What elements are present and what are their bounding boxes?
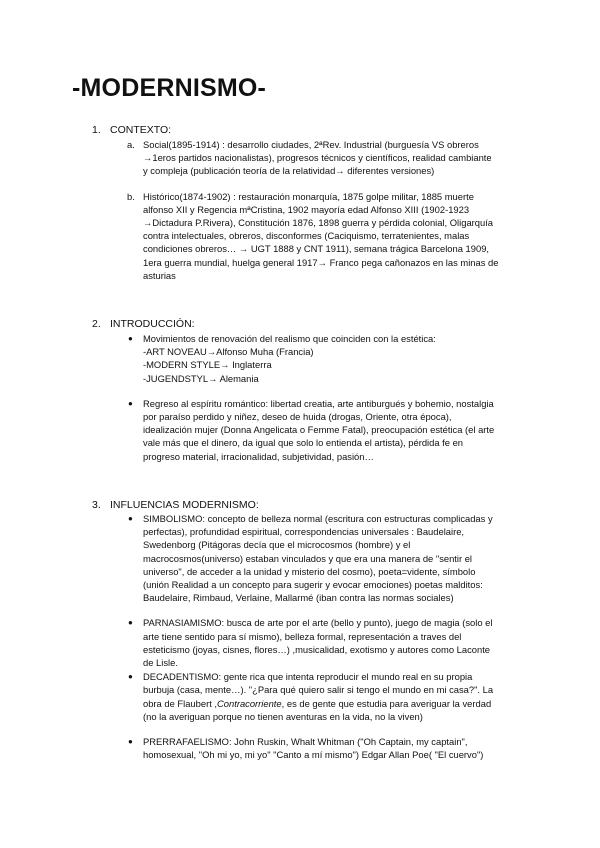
section-introduccion <box>92 318 542 463</box>
book-title: Contracorriente <box>217 697 282 709</box>
section-number: 1. <box>92 124 101 136</box>
bullet-icon: ● <box>128 398 133 408</box>
text-line: Baudelaire, Rimbaud, Verlaine, Mallarmé (iban contra las normas sociales) <box>143 592 454 604</box>
list-item <box>92 332 542 385</box>
list-item <box>92 512 542 604</box>
text-line: (no la averiguan porque no tienen aventuras en la vida, no la viven) <box>143 710 423 722</box>
section-title: CONTEXTO: <box>110 124 172 136</box>
text-line: →1eros partidos nacionalistas), progresos técnicos y científicos, realidad cambiante <box>143 152 492 164</box>
text-line: por paraíso perdido y niñez, deseo de huida (drogas, Oriente, otra época), <box>143 411 452 423</box>
text-line: macrocosmos(universo) estaban vinculados y que era una manera de "sentir el <box>143 552 473 564</box>
text-line: perfectas), profundidad espiritual, correspondencias universales : Baudelaire, <box>143 526 465 538</box>
list-item <box>92 670 542 723</box>
text-line: Regreso al espíritu romántico: libertad creatia, arte antiburgués y bohemio, nostalgia <box>143 397 494 409</box>
text-line: Histórico(1874-1902) : restauración monarquía, 1875 golpe militar, 1885 muerte <box>143 190 474 202</box>
bullet-icon: ● <box>128 618 133 628</box>
text-line: SIMBOLISMO: concepto de belleza normal (escritura con estructuras complicadas y <box>143 513 493 524</box>
list-item <box>92 735 542 761</box>
text-line: (unión Realidad a un concepto para sugerir y evocar emociones) poetas malditos: <box>143 579 483 591</box>
text-line: vale más que el dinero, da igual que solo lo entienda el artista), pérdida fe en <box>143 437 463 449</box>
list-item <box>92 190 542 282</box>
text-line: contra intelectuales, obreros, disconformes (Caciquismo, terratenientes, malas <box>143 230 470 242</box>
text-line: homosexual, "Oh mi yo, mi yo" "Canto a mí mismo") Edgar Allan Poe( "El cuervo") <box>143 749 484 761</box>
text-line: PRERRAFAELISMO: John Ruskin, Whalt Whitman ("Oh Captain, my captain", <box>143 736 468 748</box>
list-item <box>92 397 542 463</box>
text-line: →Dictadura P.Rivera), Constitución 1876, 1898 guerra y pérdida colonial, Oligarquía <box>143 217 494 229</box>
text-line: 1era guerra mundial, huelga general 1917→ Franco pega cañonazos en las minas de <box>143 256 499 268</box>
text-line: y compleja (publicación teoría de la relatividad→ diferentes versiones) <box>143 165 435 177</box>
text-line: -MODERN STYLE→ Inglaterra <box>143 359 272 371</box>
section-title: INFLUENCIAS MODERNISMO: <box>110 499 259 511</box>
bullet-icon: ● <box>128 737 133 747</box>
text-line: DECADENTISMO: gente rica que intenta reproducir el mundo real en su propia <box>143 671 473 683</box>
section-heading <box>92 318 542 331</box>
text-line: obra de Flaubert ,Contracorriente, es de gente que estudia para averiguar la verdad <box>143 697 492 709</box>
text-line: PARNASIAMISMO: busca de arte por el arte (bello y punto), juego de magia (solo el <box>143 617 493 629</box>
text-line: esteticismo (joyas, cisnes, flores…) ,musicalidad, exotismo y autores como Laconte <box>143 643 491 655</box>
text-line: de Lisle. <box>143 657 178 669</box>
text-line: Swedenborg (Pitágoras decía que el microcosmos (hombre) y el <box>143 539 411 551</box>
bullet-icon: ● <box>128 334 133 343</box>
text-line: progreso material, irracionalidad, subjetividad, pasión… <box>143 450 374 462</box>
section-heading <box>92 124 542 137</box>
text-line: Social(1895-1914) : desarrollo ciudades, 2ªRev. Industrial (burguesía VS obreros <box>143 139 479 150</box>
section-contexto <box>92 124 542 282</box>
text-line: asturias <box>143 269 176 281</box>
text-line: condiciones obreros… → UGT 1888 y CNT 1911), semana trágica Barcelona 1909, <box>143 243 490 255</box>
section-heading <box>92 499 542 512</box>
text-line: universo", de acceder a la unidad y misterio del cosmo), poeta=vidente, símbolo <box>143 565 476 577</box>
text-line: -ART NOVEAU→Alfonso Muha (Francia) <box>143 346 314 358</box>
list-item <box>92 616 542 669</box>
text-line: Movimientos de renovación del realismo que coinciden con la estética: <box>143 333 436 344</box>
page-title: -MODERNISMO- <box>72 74 267 102</box>
text-line: -JUGENDSTYL→ Alemania <box>143 372 259 384</box>
bullet-icon: ● <box>128 514 133 523</box>
text-line: burbuja (casa, mente…). "¿Para qué quiero salir si tengo el mundo en mi casa?". La <box>143 684 494 696</box>
list-marker: b. <box>127 190 135 202</box>
section-number: 2. <box>92 318 101 330</box>
section-number: 3. <box>92 499 101 511</box>
text-line: arte tiene sentido para sí mismo), belleza formal, representación a traves del <box>143 630 462 642</box>
text-line: alfonso XII y Regencia mªCristina, 1902 mayoría edad Alfonso XIII (1902-1923 <box>143 203 470 215</box>
text-line: idealización mujer (Donna Angelicata o Femme Fatal), preocupación estética (el arte <box>143 424 495 436</box>
section-influencias <box>92 499 542 761</box>
section-title: INTRODUCCIÓN: <box>110 318 195 330</box>
list-marker: a. <box>127 139 135 150</box>
list-item <box>92 138 542 178</box>
bullet-icon: ● <box>128 672 133 682</box>
